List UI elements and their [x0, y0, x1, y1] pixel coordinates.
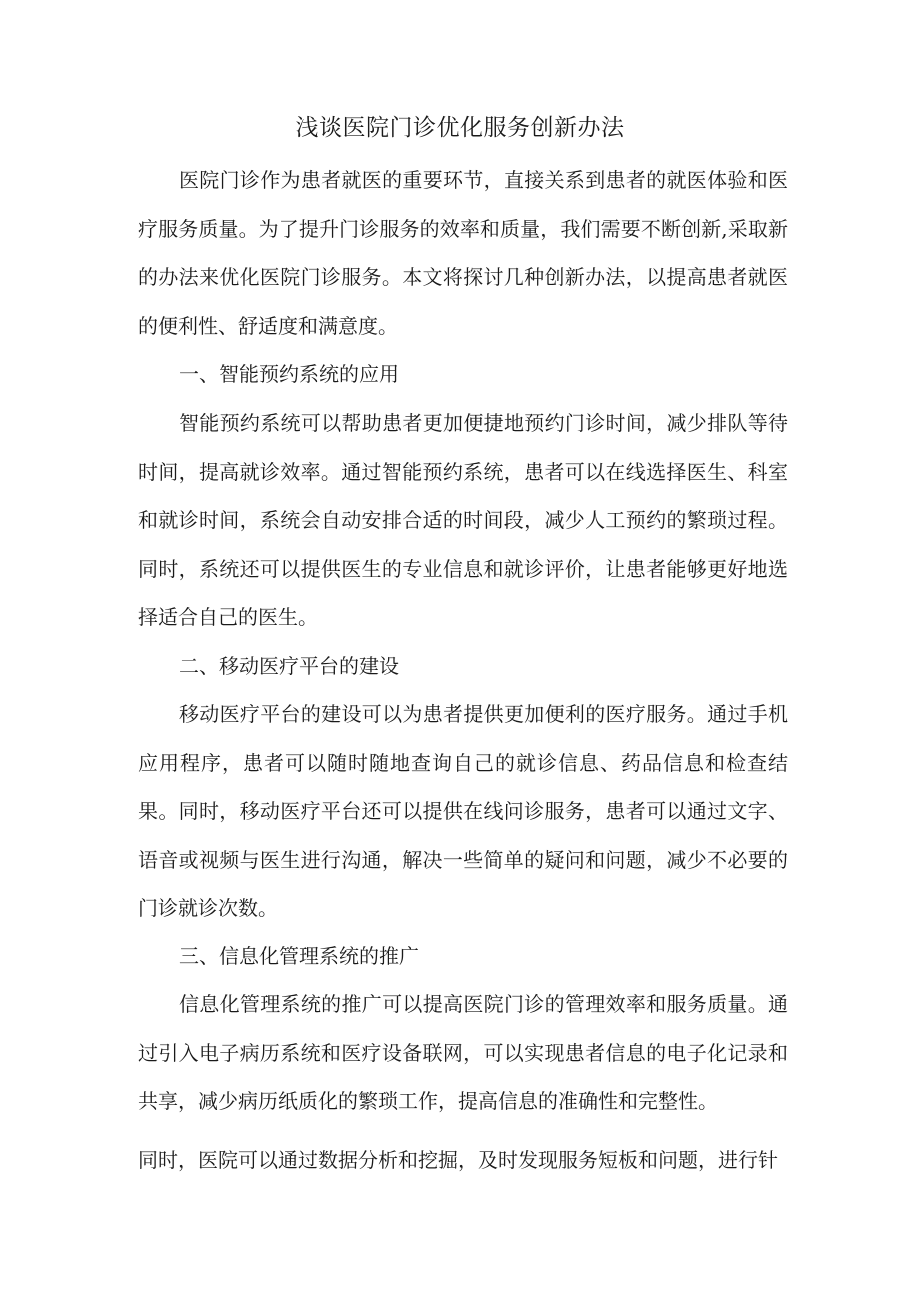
section-body-3: 信息化管理系统的推广可以提高医院门诊的管理效率和服务质量。通过引入电子病历系统和医疗设备联网，可以实现患者信息的电子化记录和共享，减少病历纸质化的繁琐工作，提高信息的准确性和完整性。 [138, 992, 788, 1113]
section-body-1: 智能预约系统可以帮助患者更加便捷地预约门诊时间，减少排队等待时间，提高就诊效率。通过智能预约系统，患者可以在线选择医生、科室和就诊时间，系统会自动安排合适的时间段，减少人工预约的繁琐过程。同时，系统还可以提供医生的专业信息和就诊评价，让患者能够更好地选择适合自己的医生。 [138, 411, 788, 629]
document-title: 浅谈医院门诊优化服务创新办法 [295, 115, 625, 141]
intro-paragraph: 医院门诊作为患者就医的重要环节，直接关系到患者的就医体验和医疗服务质量。为了提升门诊服务的效率和质量，我们需要不断创新,采取新的办法来优化医院门诊服务。本文将探讨几种创新办法，以提高患者就医的便利性、舒适度和满意度。 [138, 168, 788, 338]
section-heading-2: 二、移动医疗平台的建设 [179, 654, 399, 678]
section-heading-3: 三、信息化管理系统的推广 [179, 944, 419, 968]
section-heading-1: 一、智能预约系统的应用 [179, 362, 399, 386]
section-body-2: 移动医疗平台的建设可以为患者提供更加便利的医疗服务。通过手机应用程序，患者可以随时随地查询自己的就诊信息、药品信息和检查结果。同时，移动医疗平台还可以提供在线问诊服务，患者可以通过文字、语音或视频与医生进行沟通，解决一些简单的疑问和问题，减少不必要的门诊就诊次数。 [138, 702, 788, 920]
closing-paragraph: 同时，医院可以通过数据分析和挖掘，及时发现服务短板和问题，进行针 [138, 1148, 778, 1172]
